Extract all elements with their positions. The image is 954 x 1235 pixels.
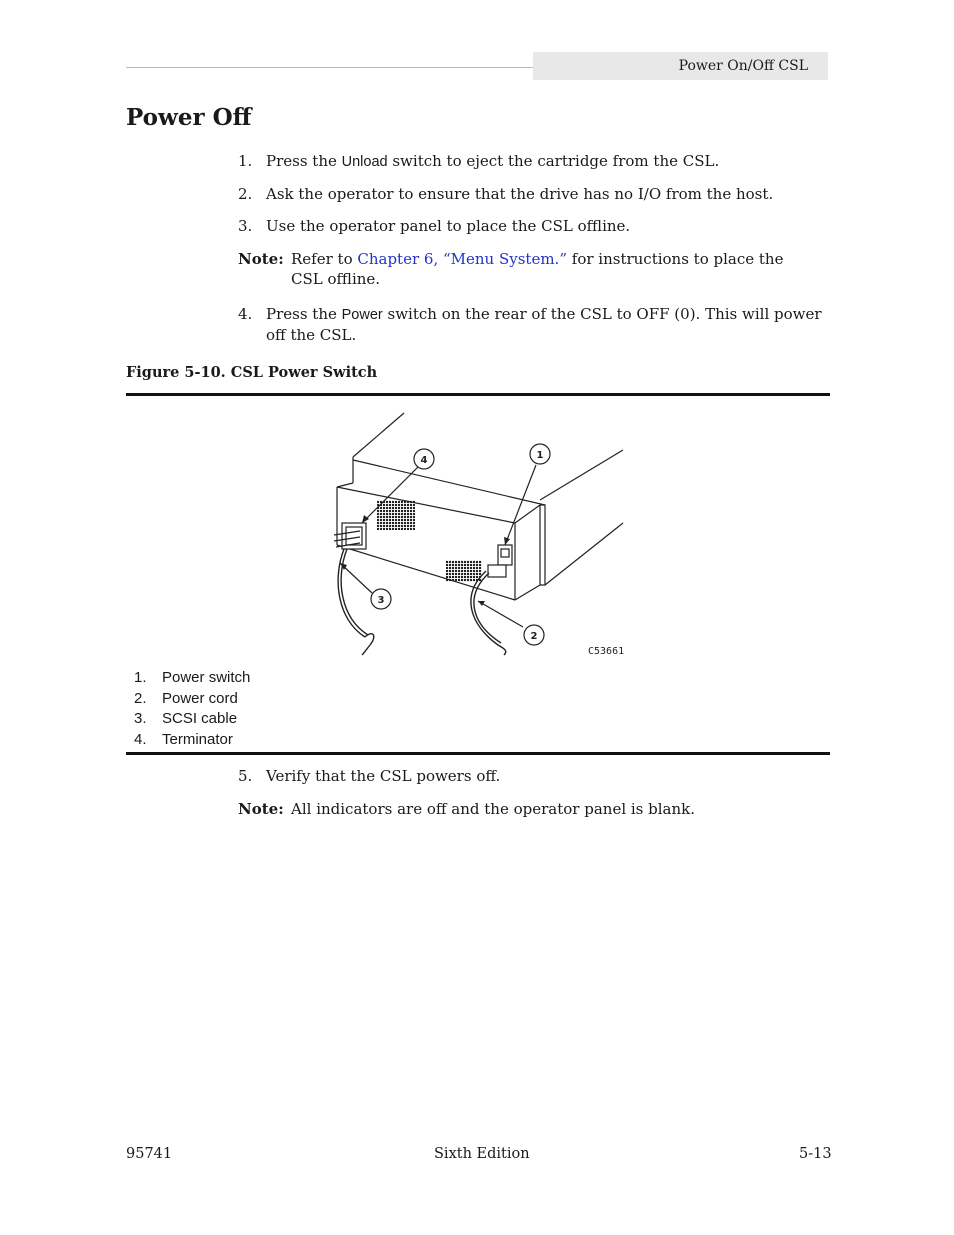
chapter-6-link[interactable]: Chapter 6, “Menu System.” (357, 250, 567, 268)
power-switch-term: Power (341, 307, 383, 323)
step-number: 4. (238, 305, 253, 323)
step-5: 5. Verify that the CSL powers off. (238, 767, 501, 785)
unload-switch-term: Unload (341, 154, 388, 170)
footer-page-number: 5-13 (799, 1146, 832, 1162)
figure-bottom-rule (126, 752, 830, 755)
step-number: 3. (238, 217, 253, 235)
footer-doc-number: 95741 (126, 1146, 173, 1162)
step-3: 3. Use the operator panel to place the CSL offline. (238, 217, 631, 235)
note-label: Note: (238, 250, 284, 268)
page-title: Power Off (126, 104, 252, 131)
step-number: 1. (238, 152, 253, 170)
figure-top-rule (126, 393, 830, 396)
figure-code: C53661 (588, 646, 625, 657)
callout-3: 3 (377, 595, 385, 606)
step-number: 2. (238, 185, 253, 203)
step-1: 1. Press the Unload switch to eject the cartridge from the CSL. (238, 152, 720, 170)
figure-caption: Figure 5-10. CSL Power Switch (126, 364, 378, 381)
note-label: Note: (238, 800, 284, 818)
note-menu-system: Note: Refer to Chapter 6, “Menu System.” for instructions to place the CSL offline. (238, 250, 784, 288)
step-number: 5. (238, 767, 253, 785)
callout-2: 2 (530, 631, 538, 642)
step-4: 4. Press the Power switch on the rear of the CSL to OFF (0). This will power off the CSL. (238, 305, 822, 344)
callout-4: 4 (420, 455, 428, 466)
footer-edition: Sixth Edition (434, 1146, 530, 1162)
callout-1: 1 (536, 450, 544, 461)
running-header: Power On/Off CSL (533, 52, 828, 80)
header-rule (126, 67, 533, 68)
csl-rear-illustration (320, 405, 640, 660)
step-2: 2. Ask the operator to ensure that the drive has no I/O from the host. (238, 185, 774, 203)
note-indicators: Note: All indicators are off and the operator panel is blank. (238, 800, 696, 818)
